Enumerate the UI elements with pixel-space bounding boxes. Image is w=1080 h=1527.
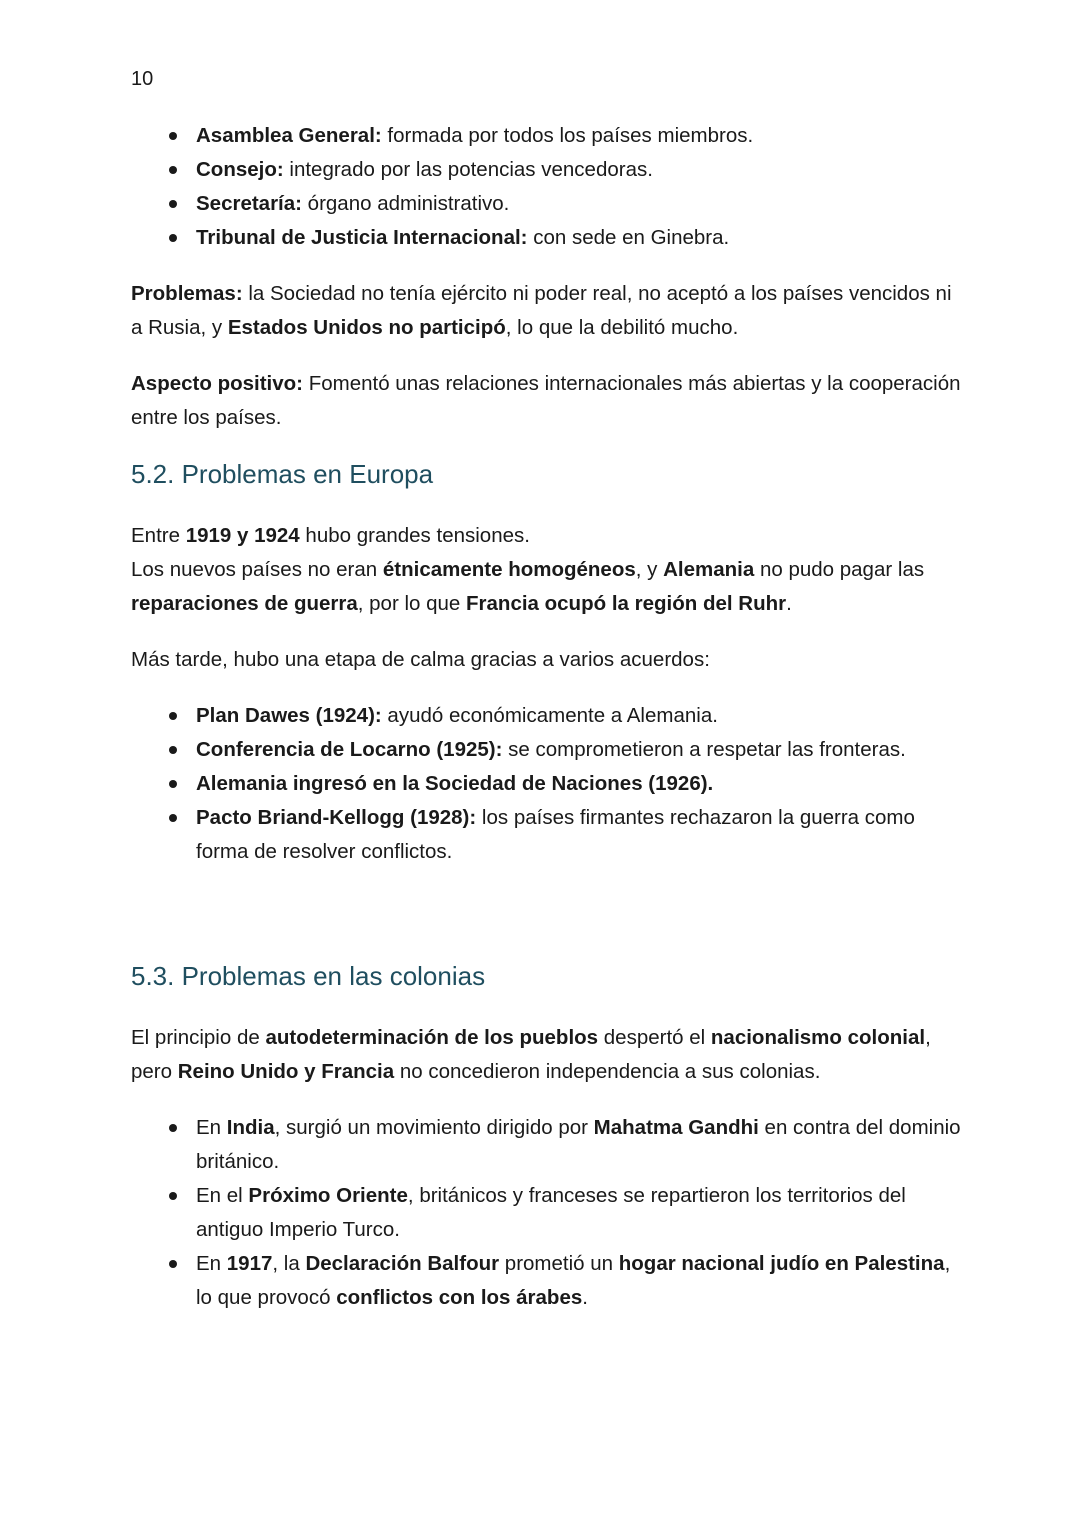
self-determination-paragraph: El principio de autodeterminación de los pueblos despertó el nacionalismo colonial, pero Reino Unido y Francia no concedieron independencia a sus colonias. (131, 1026, 931, 1083)
list-item: Plan Dawes (1924): ayudó económicamente a Alemania. (131, 699, 961, 733)
list-item: Secretaría: órgano administrativo. (131, 187, 961, 221)
list-item: Pacto Briand-Kellogg (1928): los países firmantes rechazaron la guerra como forma de resolver conflictos. (131, 801, 961, 869)
bullet-icon (169, 132, 177, 140)
agreements-list (131, 699, 961, 869)
list-item: Consejo: integrado por las potencias vencedoras. (131, 153, 961, 187)
list-item: Asamblea General: formada por todos los países miembros. (131, 119, 961, 153)
section-heading-5-3: 5.3. Problemas en las colonias (131, 961, 486, 991)
bullet-icon (169, 1124, 177, 1132)
list-item: En India, surgió un movimiento dirigido por Mahatma Gandhi en contra del dominio británico. (131, 1111, 961, 1179)
list-item: Alemania ingresó en la Sociedad de Naciones (1926). (131, 767, 961, 801)
colonies-list (131, 1111, 961, 1315)
list-item: Tribunal de Justicia Internacional: con sede en Ginebra. (131, 221, 961, 255)
section-heading-5-2: 5.2. Problemas en Europa (131, 459, 434, 489)
league-organs-list (131, 119, 961, 255)
tensions-paragraph: Entre 1919 y 1924 hubo grandes tensiones. Los nuevos países no eran étnicamente homogéneos, y Alemania no pudo pagar las reparaciones de guerra, por lo que Francia ocupó la región del Ruhr. (131, 524, 925, 615)
bullet-icon (169, 1260, 177, 1268)
bullet-icon (169, 234, 177, 242)
bullet-icon (169, 780, 177, 788)
bullet-icon (169, 200, 177, 208)
list-item: En el Próximo Oriente, británicos y franceses se repartieron los territorios del antiguo Imperio Turco. (131, 1179, 961, 1247)
page-number: 10 (131, 68, 154, 90)
list-item: En 1917, la Declaración Balfour prometió un hogar nacional judío en Palestina, lo que provocó conflictos con los árabes. (131, 1247, 961, 1315)
calm-paragraph: Más tarde, hubo una etapa de calma gracias a varios acuerdos: (131, 648, 710, 671)
aspecto-positivo-paragraph: Aspecto positivo: Fomentó unas relaciones internacionales más abiertas y la cooperación entre los países. (131, 372, 961, 429)
bullet-icon (169, 746, 177, 754)
problemas-paragraph: Problemas: la Sociedad no tenía ejército ni poder real, no aceptó a los países vencidos ni a Rusia, y Estados Unidos no participó, lo que la debilitó mucho. (131, 282, 952, 339)
list-item: Conferencia de Locarno (1925): se comprometieron a respetar las fronteras. (131, 733, 961, 767)
bullet-icon (169, 1192, 177, 1200)
bullet-icon (169, 166, 177, 174)
page-content (131, 119, 961, 1315)
bullet-icon (169, 814, 177, 822)
bullet-icon (169, 712, 177, 720)
